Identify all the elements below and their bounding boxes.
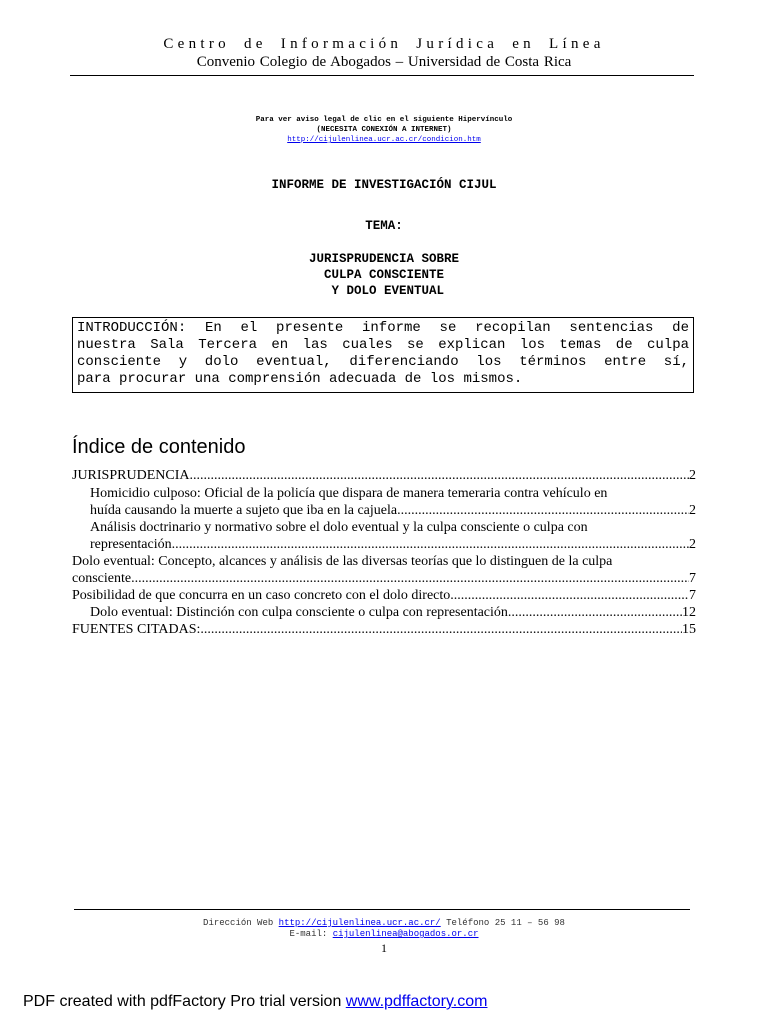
footer-email-label: E-mail: [289,929,333,939]
toc-entry-text: Dolo eventual: Concepto, alcances y análisis de las diversas teorías que lo distinguen de la culpa [72,554,613,569]
toc-entry[interactable] [72,604,696,621]
toc-entry[interactable] [72,587,696,604]
toc-page-number: 2 [689,537,696,552]
toc-entry[interactable] [72,467,696,484]
intro-line: nuestra Sala Tercera en las cuales se explican los temas de culpa [77,337,689,353]
watermark-text: PDF created with pdfFactory Pro trial version [23,993,346,1010]
topic-line-1: JURISPRUDENCIA SOBRE [308,252,460,266]
toc-leader [397,502,689,519]
footer-web-line [0,918,768,928]
index-title: Índice de contenido [72,436,246,458]
footer-web-link[interactable]: http://cijulenlinea.ucr.ac.cr/ [278,918,441,928]
tema-label: TEMA: [365,219,403,233]
toc-page-number: 7 [689,571,696,586]
toc-leader [508,604,682,621]
toc-entry[interactable] [72,621,696,638]
footer-divider [74,909,690,910]
toc-entry-text: Homicidio culposo: Oficial de la policía que dispara de manera temeraria contra vehículo en [90,486,608,501]
intro-line: para procurar una comprensión adecuada de los mismos. [77,371,523,387]
legal-connection-note: (NECESITA CONEXIÓN A INTERNET) [316,126,452,134]
footer-email-line [0,929,768,939]
toc-entry-text: Posibilidad de que concurra en un caso concreto con el dolo directo [72,588,451,603]
toc-entry-text: JURISPRUDENCIA [72,468,190,483]
legal-notice: Para ver aviso legal de clic en el siguiente Hipervínculo [255,116,513,124]
footer-web-label: Dirección Web [203,918,279,928]
toc-entry-text: consciente [72,571,132,586]
legal-link-container [0,136,768,144]
toc-entry-text: FUENTES CITADAS: [72,622,201,637]
introduction-box [72,317,694,393]
toc-entry-text: Dolo eventual: Distinción con culpa consciente o culpa con representación [90,605,508,620]
toc-page-number: 7 [689,588,696,603]
toc-entry-text: Análisis doctrinario y normativo sobre el dolo eventual y la culpa consciente o culpa con [90,520,588,535]
toc-entry[interactable] [72,485,696,519]
toc-page-number: 2 [689,503,696,518]
pdffactory-link[interactable]: www.pdffactory.com [345,993,488,1010]
toc-leader [189,467,689,484]
legal-link[interactable]: http://cijulenlinea.ucr.ac.cr/condicion.htm [287,136,481,144]
toc-page-number: 12 [682,605,696,620]
toc-leader [131,570,689,587]
header-title: Centro de Información Jurídica en Línea [163,36,605,52]
intro-line: INTRODUCCIÓN: En el presente informe se recopilan sentencias de [77,320,689,336]
toc-entry-text: huída causando la muerte a sujeto que iba en la cajuela [90,503,398,518]
toc-leader [172,536,689,553]
toc-leader [450,587,689,604]
toc-leader [200,621,682,638]
toc-page-number: 2 [689,468,696,483]
header-divider [70,75,694,76]
topic-line-3: Y DOLO EVENTUAL [323,284,445,298]
footer-phone: Teléfono 25 11 – 56 98 [440,918,565,928]
toc-entry[interactable] [72,519,696,553]
toc-page-number: 15 [682,622,696,637]
pdffactory-watermark [23,993,487,1011]
page-number: 1 [381,941,387,955]
toc-entry-text: representación [90,537,172,552]
header-subtitle: Convenio Colegio de Abogados – Universidad de Costa Rica [196,54,572,70]
footer-email-link[interactable]: cijulenlinea@abogados.or.cr [332,929,479,939]
topic-line-2: CULPA CONSCIENTE [323,268,445,282]
intro-line: consciente y dolo eventual, diferenciando los términos entre sí, [77,354,689,370]
toc-entry[interactable] [72,553,696,587]
report-title: INFORME DE INVESTIGACIÓN CIJUL [271,178,497,192]
